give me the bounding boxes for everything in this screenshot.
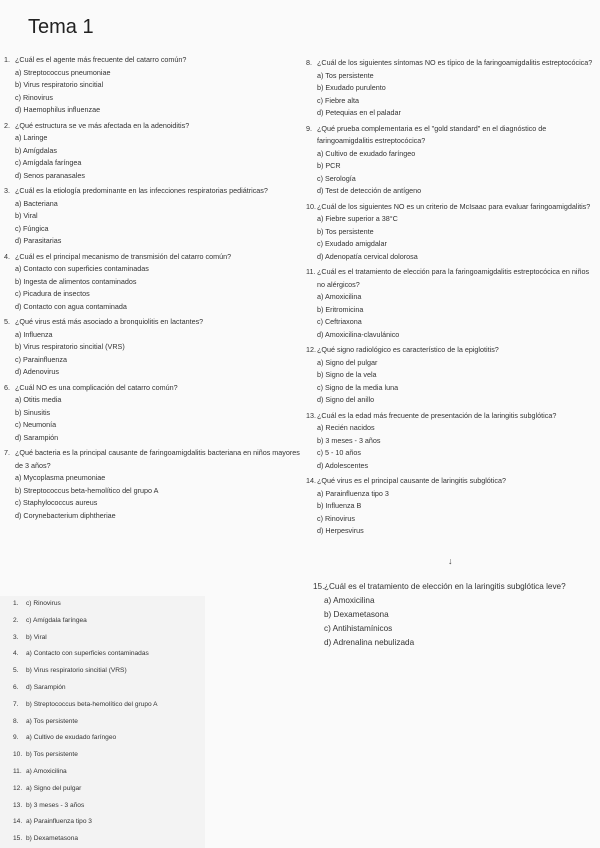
question-stem — [4, 447, 304, 472]
answer-option: d) Sarampión — [15, 432, 59, 442]
answer-key-number: 13. — [13, 801, 23, 809]
question-item — [4, 185, 304, 248]
answer-key-row — [0, 764, 205, 781]
answer-key-row — [0, 814, 205, 831]
question-item — [4, 54, 304, 117]
question-number: 10. — [306, 201, 316, 211]
question-stem — [4, 185, 304, 198]
question-item — [306, 57, 596, 120]
question-number: 4. — [4, 251, 10, 261]
question-item — [4, 382, 304, 445]
answer-key-row — [0, 697, 205, 714]
page-title: Tema 1 — [28, 16, 94, 38]
question-item — [306, 201, 596, 264]
answer-option: b) Streptococcus beta-hemolítico del grupo A — [15, 485, 159, 495]
answer-key-text: a) Amoxicilina — [26, 767, 67, 775]
answer-option: c) Neumonía — [15, 420, 57, 429]
answer-option: c) Amígdala faríngea — [15, 158, 82, 167]
question-number: 13. — [306, 410, 316, 420]
answer-key-row — [0, 646, 205, 663]
question-number: 9. — [306, 123, 312, 133]
question-text: ¿Cuál de los siguientes síntomas NO es típico de la faringoamigdalitis estreptocócica? — [317, 58, 593, 67]
answer-option: d) Herpesvirus — [317, 526, 364, 535]
question-number: 2. — [4, 120, 10, 130]
answer-key-text: b) Tos persistente — [26, 751, 78, 759]
question-stem — [4, 382, 304, 395]
answer-option: a) Influenza — [15, 329, 53, 339]
answer-key-text: c) Rinovirus — [26, 600, 61, 607]
question-stem — [4, 120, 304, 133]
question-stem — [313, 580, 599, 594]
question-number: 6. — [4, 382, 10, 392]
answer-option: a) Amoxicilina — [317, 292, 362, 301]
answer-option: c) Fiebre alta — [317, 95, 359, 105]
question-text: ¿Cuál es la edad más frecuente de presentación de la laringitis subglótica? — [317, 410, 557, 420]
answer-key-text: a) Cultivo de exudado faríngeo — [26, 734, 117, 742]
answer-option: b) PCR — [317, 161, 341, 170]
answer-option: d) Adenovirus — [15, 367, 59, 376]
answer-option: b) Dexametasona — [324, 610, 389, 619]
answer-option: a) Tos persistente — [317, 70, 374, 80]
question-item — [4, 251, 304, 314]
answer-key-text: b) Dexametasona — [26, 835, 79, 843]
answer-key-row — [0, 596, 205, 613]
answer-key-number: 11. — [13, 767, 22, 775]
answer-option: c) Rinovirus — [317, 513, 355, 523]
answer-key-row — [0, 663, 205, 680]
question-item — [313, 580, 599, 650]
answer-option: a) Signo del pulgar — [317, 357, 378, 367]
answer-option: b) Ingesta de alimentos contaminados — [15, 276, 137, 286]
answer-key-row — [0, 831, 205, 848]
answer-option: c) Fúngica — [15, 223, 49, 233]
right-question-column — [306, 57, 596, 541]
answer-option: d) Corynebacterium diphtheriae — [15, 510, 116, 520]
question-number: 7. — [4, 448, 10, 457]
answer-key-row — [0, 798, 205, 815]
question-item — [306, 123, 596, 198]
answer-key-text: b) Virus respiratorio sincitial (VRS) — [26, 667, 127, 675]
question-item — [4, 316, 304, 379]
answer-option: a) Fiebre superior a 38°C — [317, 214, 398, 223]
answer-key-number: 2. — [13, 616, 19, 624]
answer-option: b) Exudado purulento — [317, 83, 386, 92]
question-text: ¿Qué virus es el principal causante de laringitis subglótica? — [317, 476, 506, 485]
answer-key-text: a) Signo del pulgar — [26, 784, 82, 792]
answer-option: d) Signo del anillo — [317, 395, 375, 404]
answer-option: a) Parainfluenza tipo 3 — [317, 488, 389, 498]
answer-option: c) Parainfluenza — [15, 354, 67, 364]
question-number: 15. — [313, 582, 325, 591]
answer-key-text: b) 3 meses - 3 años — [26, 801, 85, 809]
answer-option: a) Streptococcus pneumoniae — [15, 67, 111, 77]
answer-key-number: 5. — [13, 667, 19, 675]
answer-key-text: a) Parainfluenza tipo 3 — [26, 818, 92, 826]
question-text: ¿Cuál de los siguientes NO es un criterio de McIsaac para evaluar faringoamigdalitis? — [317, 201, 591, 211]
answer-key-text: c) Amígdala faríngea — [26, 616, 87, 624]
answer-key-number: 3. — [13, 633, 19, 641]
question-text: ¿Qué estructura se ve más afectada en la adenoiditis? — [15, 120, 190, 130]
question-text: ¿Cuál es el tratamiento de elección en la laringitis subglótica leve? — [324, 582, 566, 591]
answer-option: c) Rinovirus — [15, 92, 53, 102]
question-stem — [306, 201, 596, 214]
question-item — [306, 344, 596, 407]
answer-option: b) Eritromicina — [317, 304, 364, 314]
question-stem — [4, 54, 304, 67]
answer-key-number: 9. — [13, 734, 19, 742]
answer-option: d) Adolescentes — [317, 460, 369, 470]
answer-option: a) Contacto con superficies contaminadas — [15, 264, 149, 273]
answer-key-number: 8. — [13, 717, 19, 725]
answer-option: b) Virus respiratorio sincitial (VRS) — [15, 342, 125, 351]
answer-option: a) Cultivo de exudado faríngeo — [317, 148, 416, 158]
question-text: ¿Qué signo radiológico es característico de la epiglotitis? — [317, 345, 499, 354]
answer-key-number: 6. — [13, 683, 19, 691]
question-item — [4, 447, 304, 522]
answer-key-row — [0, 747, 205, 764]
answer-key-number: 15. — [13, 835, 23, 843]
question-text: ¿Qué virus está más asociado a bronquiolitis en lactantes? — [15, 317, 204, 326]
answer-option: b) Tos persistente — [317, 226, 374, 236]
question-text: ¿Cuál es el tratamiento de elección para la faringoamigdalitis estreptocócica en niños no alérgicos? — [317, 267, 590, 289]
answer-key-row — [0, 714, 205, 731]
question-text: ¿Qué bacteria es la principal causante de faringoamigdalitis bacteriana en niños mayores de 3 años? — [15, 448, 300, 470]
question-stem — [306, 123, 596, 148]
answer-key-row — [0, 781, 205, 798]
answer-option: d) Adenopatía cervical dolorosa — [317, 251, 418, 261]
question-text: ¿Cuál es el principal mecanismo de transmisión del catarro común? — [15, 251, 232, 261]
question-stem — [4, 251, 304, 264]
answer-option: c) Staphylococcus aureus — [15, 498, 98, 507]
answer-key-text: d) Sarampión — [26, 683, 66, 691]
answer-option: a) Recién nacidos — [317, 423, 375, 432]
answer-key-panel — [0, 596, 205, 848]
answer-key-number: 12. — [13, 784, 23, 792]
answer-option: d) Haemophilus influenzae — [15, 105, 101, 114]
answer-key-row — [0, 730, 205, 747]
answer-key-text: a) Contacto con superficies contaminadas — [26, 650, 149, 658]
question-number: 12. — [306, 345, 316, 354]
question-text: ¿Cuál es el agente más frecuente del catarro común? — [15, 55, 187, 64]
answer-option: b) Signo de la vela — [317, 370, 377, 379]
answer-option: c) 5 - 10 años — [317, 448, 361, 457]
answer-key-number: 1. — [13, 600, 19, 607]
answer-option: c) Signo de la media luna — [317, 382, 399, 392]
question-stem — [306, 344, 596, 357]
answer-option: c) Exudado amigdalar — [317, 239, 387, 248]
answer-option: a) Laringe — [15, 133, 48, 142]
answer-option: d) Test de detección de antígeno — [317, 186, 422, 195]
answer-key-number: 14. — [13, 818, 23, 826]
answer-option: d) Petequias en el paladar — [317, 108, 401, 117]
answer-option: d) Contacto con agua contaminada — [15, 301, 127, 311]
answer-key-number: 10. — [13, 751, 23, 759]
question-15-block — [313, 580, 599, 647]
left-question-column — [4, 54, 304, 525]
question-text: ¿Cuál NO es una complicación del catarro común? — [15, 382, 178, 392]
answer-option: c) Ceftriaxona — [317, 317, 362, 326]
answer-option: d) Adrenalina nebulizada — [324, 638, 415, 647]
question-stem — [306, 57, 596, 70]
answer-option: c) Serología — [317, 173, 356, 183]
scroll-down-arrow-icon[interactable]: ↓ — [448, 556, 453, 566]
question-stem — [306, 475, 596, 488]
answer-option: a) Mycoplasma pneumoniae — [15, 473, 106, 482]
answer-option: b) Viral — [15, 211, 38, 220]
answer-key-text: b) Streptococcus beta-hemolítico del grupo A — [26, 700, 158, 708]
question-number: 11. — [306, 267, 316, 276]
answer-option: b) Virus respiratorio sincitial — [15, 80, 104, 89]
question-stem — [306, 266, 596, 291]
question-number: 8. — [306, 58, 312, 67]
answer-option: b) Sinusitis — [15, 407, 51, 417]
answer-option: d) Senos paranasales — [15, 170, 85, 180]
answer-option: d) Amoxicilina-clavulánico — [317, 329, 400, 339]
answer-option: a) Bacteriana — [15, 198, 58, 208]
answer-option: b) Amígdalas — [15, 145, 57, 155]
question-number: 5. — [4, 317, 10, 326]
question-item — [306, 410, 596, 473]
answer-option: d) Parasitarias — [15, 236, 62, 245]
question-text: ¿Qué prueba complementaria es el "gold standard" en el diagnóstico de faringoamigdalitis estreptocócica? — [317, 123, 547, 145]
answer-key-row — [0, 680, 205, 697]
answer-key-row — [0, 630, 205, 647]
question-number: 14. — [306, 476, 316, 485]
answer-key-number: 4. — [13, 650, 19, 658]
answer-key-text: a) Tos persistente — [26, 717, 78, 725]
answer-option: b) 3 meses - 3 años — [317, 435, 381, 445]
answer-option: a) Otitis media — [15, 395, 62, 404]
question-text: ¿Cuál es la etiología predominante en las infecciones respiratorias pediátricas? — [15, 186, 268, 195]
question-number: 3. — [4, 186, 10, 195]
answer-option: a) Amoxicilina — [324, 596, 375, 605]
answer-key-row — [0, 613, 205, 630]
question-stem — [306, 410, 596, 423]
answer-option: c) Antihistamínicos — [324, 624, 393, 633]
question-stem — [4, 316, 304, 329]
answer-option: c) Picadura de insectos — [15, 289, 90, 298]
answer-option: b) Influenza B — [317, 501, 362, 510]
question-item — [306, 475, 596, 538]
question-number: 1. — [4, 55, 10, 64]
answer-key-number: 7. — [13, 700, 19, 708]
question-item — [4, 120, 304, 183]
question-item — [306, 266, 596, 341]
answer-key-text: b) Viral — [26, 633, 47, 641]
